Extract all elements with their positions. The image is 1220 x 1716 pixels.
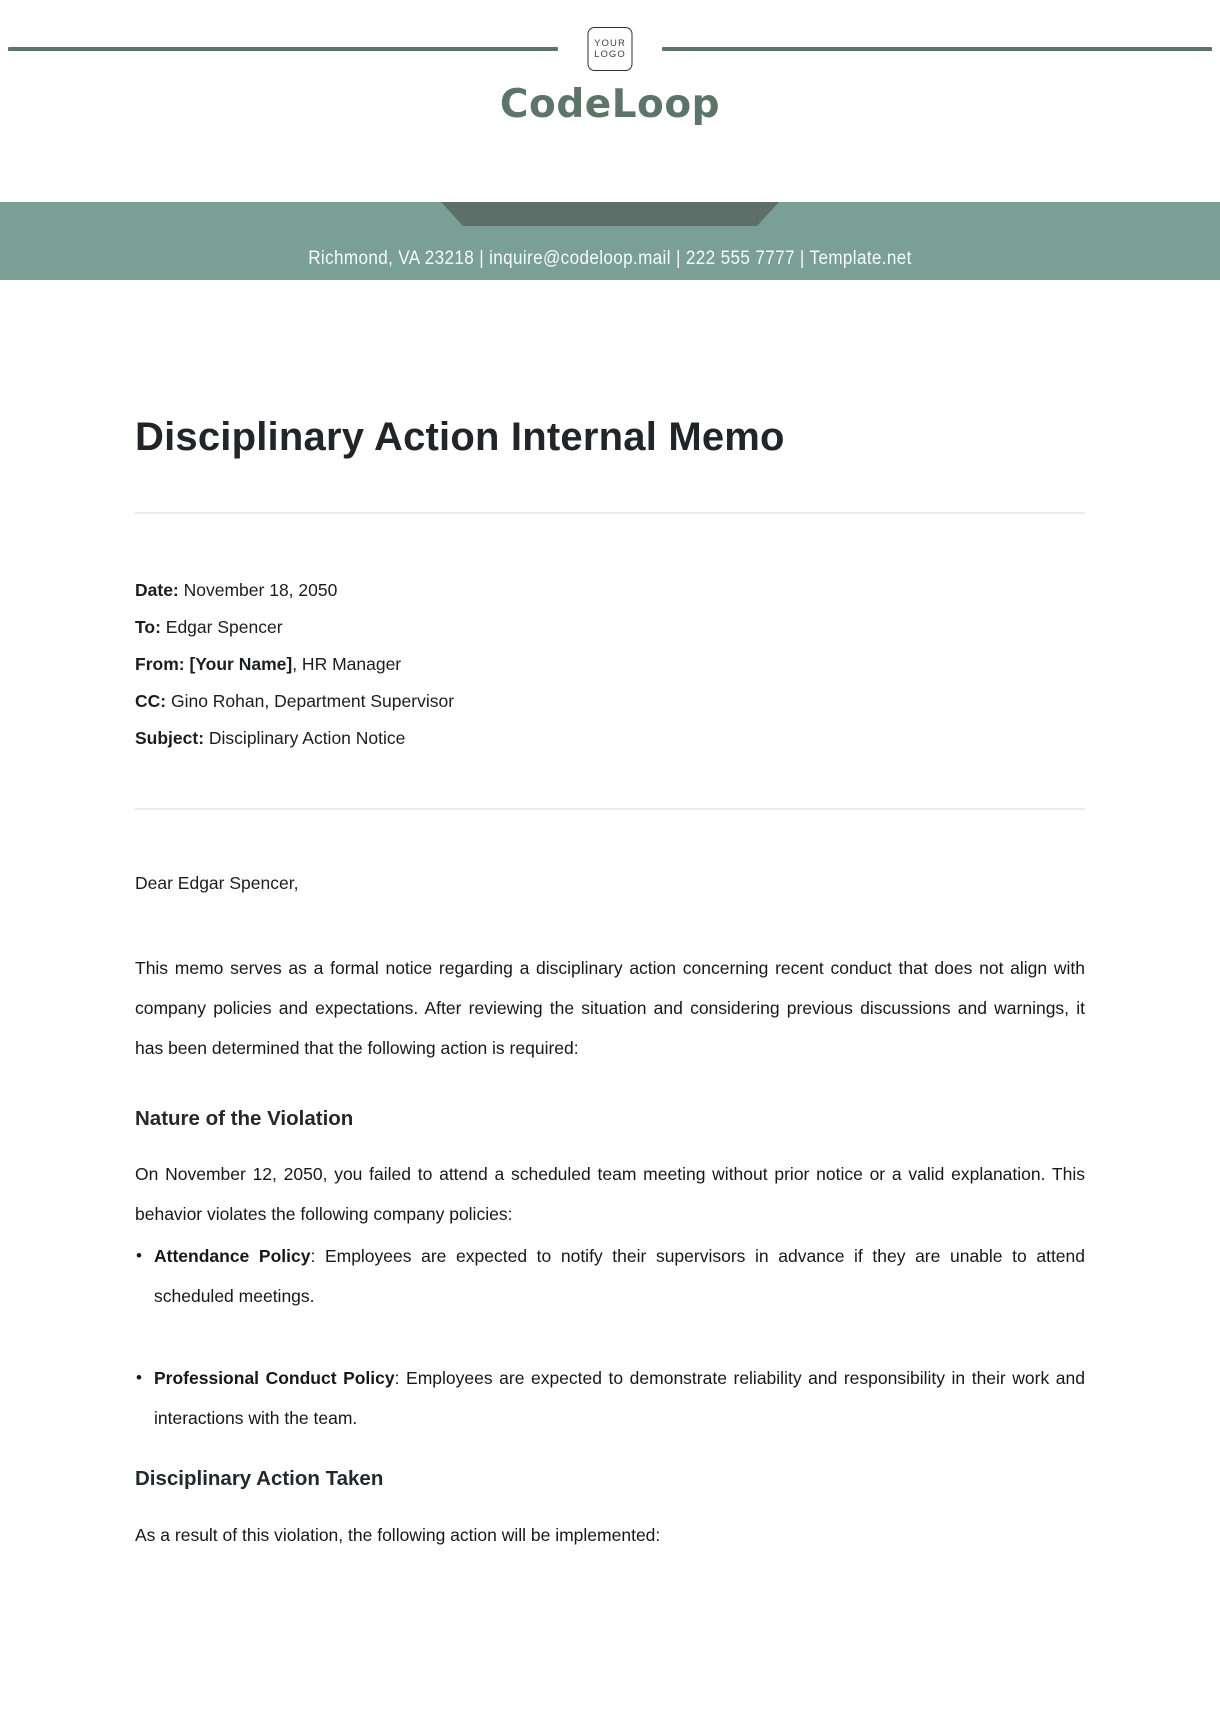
header-rule-left bbox=[8, 47, 558, 51]
logo-placeholder bbox=[588, 27, 633, 71]
violation-paragraph: On November 12, 2050, you failed to attend a scheduled team meeting without prior notice or a valid explanation. This behavior violates the following company policies: bbox=[135, 1164, 1085, 1224]
meta-value-subject: Disciplinary Action Notice bbox=[208, 728, 406, 748]
meta-row-date bbox=[135, 572, 1085, 609]
banner-notch-shape bbox=[441, 202, 779, 226]
meta-value-from: , HR Manager bbox=[292, 654, 402, 674]
meta-value-cc: Gino Rohan, Department Supervisor bbox=[170, 691, 455, 711]
memo-title: Disciplinary Action Internal Memo bbox=[135, 415, 785, 459]
meta-label-to: To: bbox=[135, 617, 166, 637]
meta-row-subject bbox=[135, 720, 1085, 757]
bullet-attendance-policy-title: Attendance Policy bbox=[154, 1246, 311, 1266]
brand-name: CodeLoop bbox=[499, 82, 721, 127]
policy-bullet-list bbox=[135, 1236, 1085, 1438]
contact-banner bbox=[0, 202, 1220, 280]
intro-paragraph: This memo serves as a formal notice regarding a disciplinary action concerning recent conduct that does not align with company policies and expectations. After reviewing the situation and considering previous discussions and warnings, it has been determined that the following action is required: bbox=[135, 958, 1085, 1058]
meta-label-date: Date: bbox=[135, 580, 184, 600]
bullet-professional-conduct-policy-text: : Employees are expected to demonstrate reliability and responsibility in their work and interactions with the team. bbox=[154, 1368, 1085, 1428]
meta-value-date: November 18, 2050 bbox=[183, 580, 338, 600]
meta-row-to bbox=[135, 609, 1085, 646]
letterhead bbox=[0, 0, 1220, 202]
memo-content bbox=[135, 415, 1085, 1548]
bullet-professional-conduct-policy-title: Professional Conduct Policy bbox=[154, 1368, 395, 1388]
meta-label-subject: Subject: bbox=[135, 728, 209, 748]
contact-info: Richmond, VA 23218 | inquire@codeloop.mail | 222 555 7777 | Template.net bbox=[308, 248, 912, 269]
meta-row-cc bbox=[135, 683, 1085, 720]
logo-text-line2: LOGO bbox=[594, 49, 626, 60]
divider-top bbox=[135, 512, 1085, 514]
heading-disciplinary-action-taken: Disciplinary Action Taken bbox=[135, 1467, 384, 1490]
greeting-line: Dear Edgar Spencer, bbox=[135, 873, 299, 893]
header-rule-right bbox=[662, 47, 1212, 51]
action-intro-paragraph: As a result of this violation, the following action will be implemented: bbox=[135, 1525, 661, 1545]
bullet-attendance-policy bbox=[135, 1236, 1085, 1316]
meta-strong-from: [Your Name] bbox=[189, 654, 293, 674]
meta-value-to: Edgar Spencer bbox=[165, 617, 283, 637]
memo-meta-block bbox=[135, 572, 1085, 757]
meta-label-from: From: bbox=[135, 654, 190, 674]
divider-middle bbox=[135, 808, 1085, 810]
logo-text-line1: YOUR bbox=[594, 37, 626, 49]
bullet-attendance-policy-text: : Employees are expected to notify their supervisors in advance if they are unable to attend scheduled meetings. bbox=[154, 1246, 1085, 1306]
heading-nature-of-violation: Nature of the Violation bbox=[135, 1107, 354, 1130]
meta-row-from bbox=[135, 646, 1085, 683]
bullet-professional-conduct-policy bbox=[135, 1358, 1085, 1438]
meta-label-cc: CC: bbox=[135, 691, 171, 711]
